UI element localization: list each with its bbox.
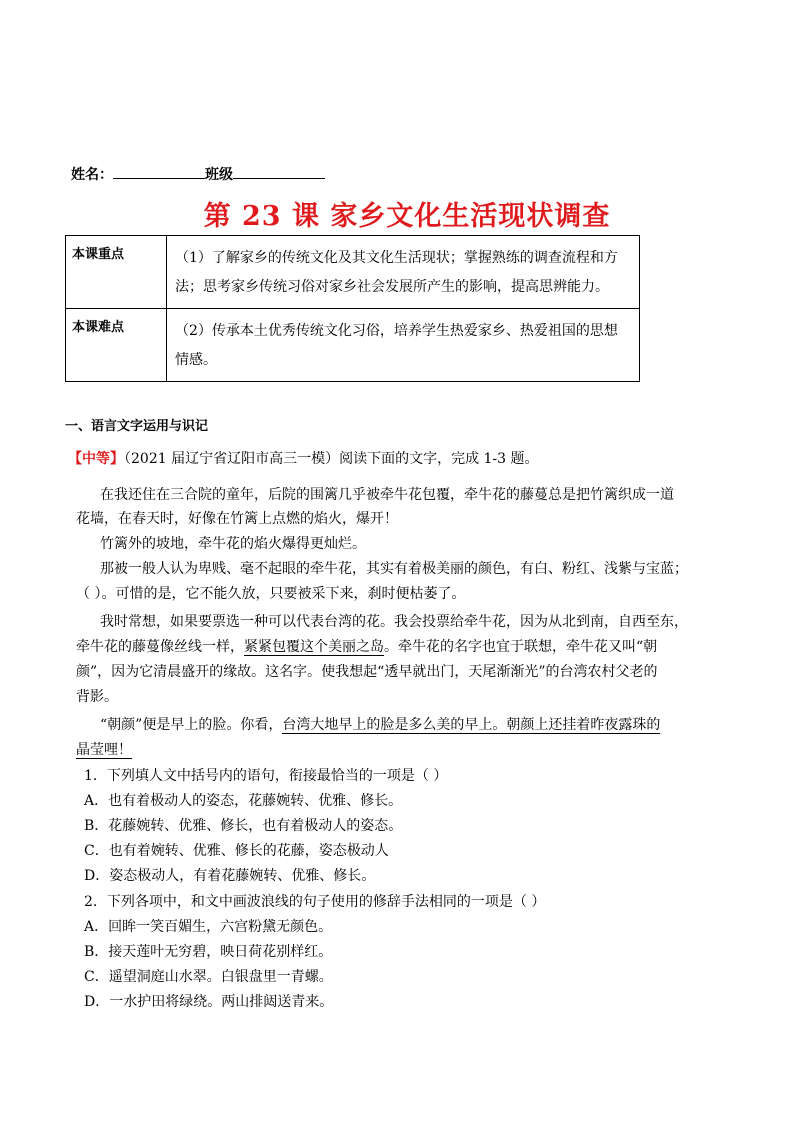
passage-line — [100, 714, 750, 734]
passage-line: 花墙，在春天时，好像在竹篱上点燃的焰火，爆开！ — [76, 511, 398, 527]
passage-line — [76, 739, 726, 759]
passage-line: （ ）。可惜的是，它不能久放，只要被采下来，刹时便枯萎了。 — [76, 586, 466, 602]
page-title: 第 23 课 家乡文化生活现状调查 — [203, 201, 611, 232]
table-row — [66, 309, 640, 382]
passage-line: 颜”，因为它清晨盛开的缘故。这名字。使我想起“透早就出门，天尾渐渐光”的台湾农村父老的 — [76, 664, 658, 680]
passage-text: 。牵牛花的名字也宜于联想，牵牛花又叫“朝 — [384, 639, 658, 655]
passage-line: 我时常想，如果要票选一种可以代表台湾的花。我会投票给牵牛花，因为从北到南，自西至东， — [100, 614, 688, 630]
option-a[interactable]: A．也有着极动人的姿态，花藤婉转、优雅、修长。 — [84, 793, 403, 809]
option-c[interactable]: C．也有着婉转、优雅、修长的花藤，姿态极动人 — [84, 843, 389, 859]
name-label: 姓名： — [71, 167, 113, 183]
name-blank[interactable] — [113, 165, 205, 179]
question-intro — [68, 448, 718, 468]
option-d[interactable]: D．一水护田将绿绕。两山排闼送青来。 — [84, 994, 334, 1010]
passage-line: 那被一般人认为卑贱、毫不起眼的牵牛花，其实有着极美丽的颜色，有白、粉红、浅紫与宝蓝； — [100, 561, 688, 577]
option-b[interactable]: B．接天莲叶无穷碧，映日荷花别样红。 — [84, 944, 333, 960]
keypoint-label: 本课难点 — [66, 309, 167, 382]
question-source: （2021 届辽宁省辽阳市高三一模）阅读下面的文字，完成 1-3 题。 — [124, 451, 539, 467]
wavy-underlined-sentence: 台湾大地早上的脸是多么美的早上。朝颜上还挂着昨夜露珠的 — [282, 717, 661, 733]
passage-text: “朝颜”便是早上的脸。你看， — [100, 717, 283, 733]
section-heading: 一、语言文字运用与识记 — [65, 419, 209, 434]
name-class-line — [71, 164, 325, 184]
keypoint-text: （1）了解家乡的传统文化及其文化生活现状；掌握熟练的调查流程和方法；思考家乡传统习俗对家乡社会发展所产生的影响，提高思辨能力。 — [167, 236, 640, 309]
option-c[interactable]: C．遥望洞庭山水翠。白银盘里一青螺。 — [84, 969, 333, 985]
passage-line: 竹篱外的坡地，牵牛花的焰火爆得更灿烂。 — [100, 536, 366, 552]
keypoints-table — [65, 235, 640, 382]
wavy-underlined-sentence: 晶莹哩！ — [76, 742, 132, 758]
passage-line — [76, 636, 726, 656]
passage-text: 牵牛花的藤蔓像丝线一样， — [76, 639, 244, 655]
question-stem: 1．下列填人文中括号内的语句，衔接最恰当的一项是（ ） — [84, 768, 448, 784]
option-d[interactable]: D．姿态极动人，有着花藤婉转、优雅、修长。 — [84, 868, 376, 884]
class-label: 班级 — [205, 167, 233, 183]
passage-line: 在我还住在三合院的童年，后院的围篱几乎被牵牛花包覆，牵牛花的藤蔓总是把竹篱织成一道 — [100, 487, 674, 503]
class-blank[interactable] — [233, 165, 325, 179]
table-row — [66, 236, 640, 309]
question-stem: 2．下列各项中，和文中画波浪线的句子使用的修辞手法相同的一项是（ ） — [84, 894, 546, 910]
underlined-sentence: 紧紧包覆这个美丽之岛 — [244, 639, 384, 655]
difficulty-tag: 【中等】 — [68, 451, 124, 467]
option-b[interactable]: B．花藤婉转、优雅、修长，也有着极动人的姿态。 — [84, 818, 403, 834]
keypoint-label: 本课重点 — [66, 236, 167, 309]
keypoint-text: （2）传承本土优秀传统文化习俗，培养学生热爱家乡、热爱祖国的思想情感。 — [167, 309, 640, 382]
option-a[interactable]: A．回眸一笑百媚生，六宫粉黛无颜色。 — [84, 919, 333, 935]
passage-line: 背影。 — [76, 689, 118, 705]
